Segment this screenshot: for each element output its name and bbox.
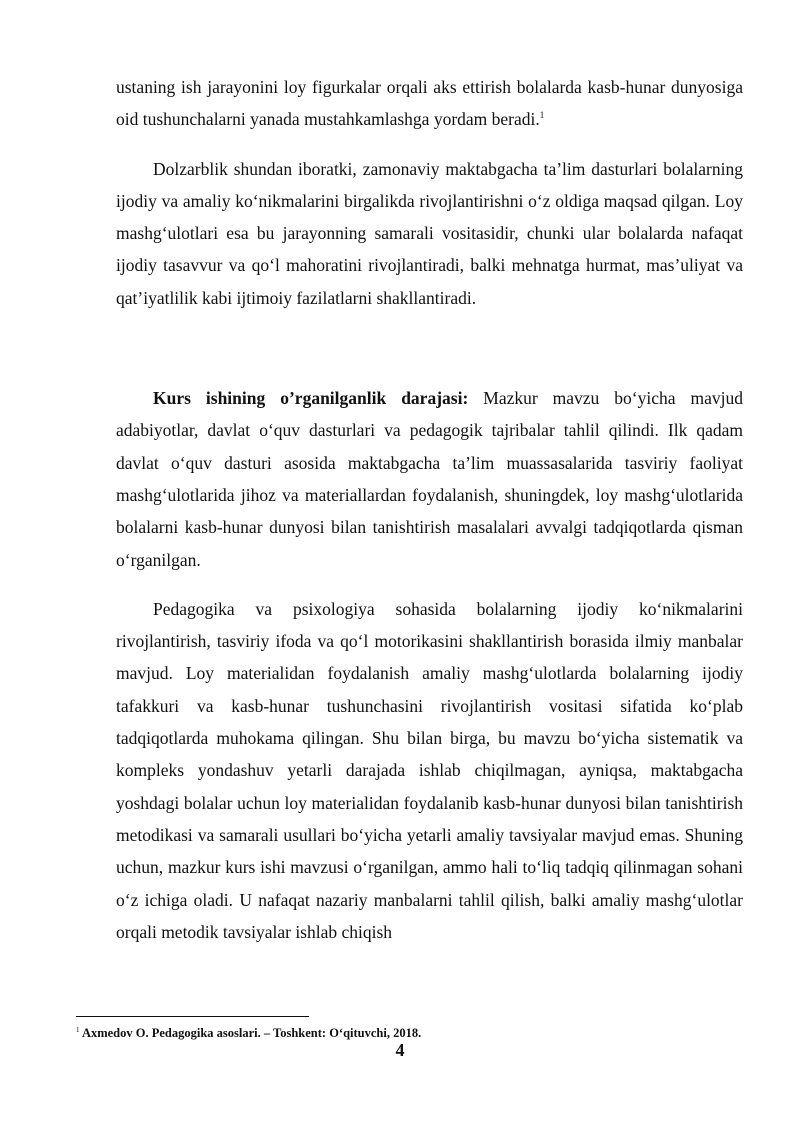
footnote-separator [76, 1016, 309, 1017]
paragraph-4: Pedagogika va psixologiya sohasida bolalarning ijodiy ko‘nikmalarini rivojlantirish, tasviriy ifoda va qo‘l motorikasini shakllantirish borasida ilmiy manbalar mavjud. Loy materialidan foydalanish amaliy mashg‘ulotlarda bolalarning ijodiy tafakkuri va kasb-hunar tushunchasini rivojlantirish vositasi sifatida ko‘plab tadqiqotlarda muhokama qilingan. Shu bilan birga, bu mavzu bo‘yicha sistematik va kompleks yondashuv yetarli darajada ishlab chiqilmagan, ayniqsa, maktabgacha yoshdagi bolalar uchun loy materialidan foydalanib kasb-hunar dunyosi bilan tanishtirish metodikasi va samarali usullari bo‘yicha yetarli amaliy tavsiyalar mavjud emas. Shuning uchun, mazkur kurs ishi mavzusi o‘rganilgan, ammo hali to‘liq tadqiq qilinmagan sohani o‘z ichiga oladi. U nafaqat nazariy manbalarni tahlil qilish, balki amaliy mashg‘ulotlar orqali metodik tavsiyalar ishlab chiqish [116, 598, 743, 942]
section-heading: Kurs ishining o’rganilganlik darajasi: [153, 388, 469, 409]
section-spacer [116, 314, 743, 382]
footnote-reference[interactable]: 1 [539, 110, 545, 121]
footnote-number: 1 [76, 1025, 80, 1034]
body-text [116, 71, 743, 948]
footnote-text: Axmedov O. Pedagogika asoslari. – Toshkent: O‘qituvchi, 2018. [81, 1026, 422, 1040]
paragraph-3-text: Mazkur mavzu bo‘yicha mavjud adabiyotlar, davlat o‘quv dasturlari va pedagogik tajribalar tahlil qilindi. Ilk qadam davlat o‘quv dasturi asosida maktabgacha ta’lim muassasalarida tasviriy faoliyat mashg‘ulotlarida jihoz va materiallardan foydalanish, shuningdek, loy mashg‘ulotlarida bolalarni kasb-hunar dunyosi bilan tanishtirish masalalari avvalgi tadqiqotlarda qisman o‘rganilgan. [116, 388, 743, 570]
paragraph-1-text: ustaning ish jarayonini loy figurkalar orqali aks ettirish bolalarda kasb-hunar dunyosiga oid tushunchalarni yanada mustahkamlashga yordam beradi. [116, 77, 743, 130]
paragraph-3 [116, 382, 743, 576]
paragraph-spacer [116, 136, 743, 153]
page-number: 4 [395, 1040, 405, 1060]
paragraph-2: Dolzarblik shundan iboratki, zamonaviy maktabgacha ta’lim dasturlari bolalarning ijodiy va amaliy ko‘nikmalarini birgalikda rivojlantirishni o‘z oldiga maqsad qilgan. Loy mashg‘ulotlari esa bu jarayonning samarali vositasidir, chunki ular bolalarda nafaqat ijodiy tasavvur va qo‘l mahoratini rivojlantiradi, balki mehnatga hurmat, mas’uliyat va qat’iyatlilik kabi ijtimoiy fazilatlarni shakllantiradi. [116, 158, 743, 308]
paragraph-1 [116, 71, 743, 136]
paragraph-spacer [116, 576, 743, 593]
